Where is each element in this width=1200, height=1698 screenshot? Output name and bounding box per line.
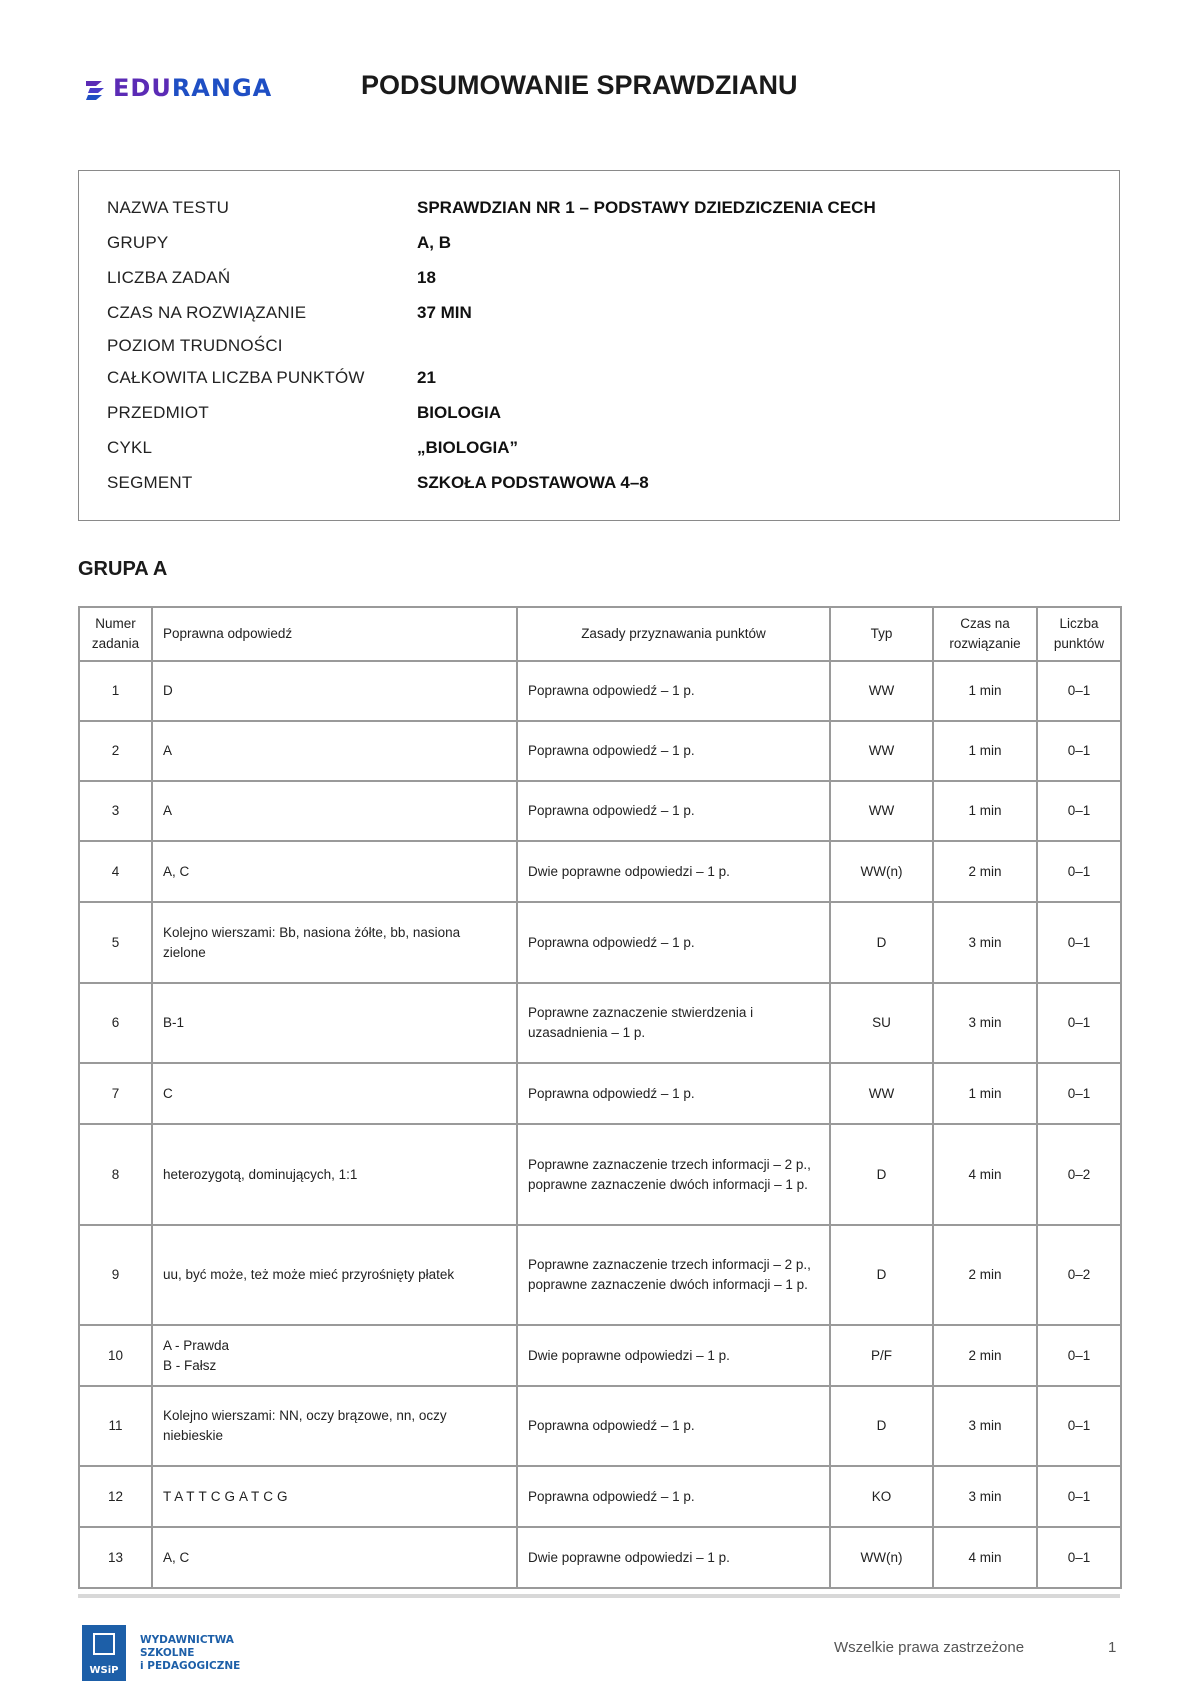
table-row: [79, 1225, 1121, 1325]
task-type: WW: [830, 1063, 933, 1124]
task-number: 2: [79, 721, 152, 781]
task-number: 6: [79, 983, 152, 1063]
scoring-rule: Poprawna odpowiedź – 1 p.: [517, 1466, 830, 1527]
task-type: P/F: [830, 1325, 933, 1386]
task-points: 0–1: [1037, 1063, 1121, 1124]
header-task-number: Numer zadania: [79, 607, 152, 661]
task-number: 8: [79, 1124, 152, 1225]
task-time: 4 min: [933, 1527, 1037, 1588]
task-number: 1: [79, 661, 152, 721]
table-row: [79, 781, 1121, 841]
task-time: 1 min: [933, 721, 1037, 781]
correct-answer: A: [152, 721, 517, 781]
table-row: [79, 1527, 1121, 1588]
task-number: 12: [79, 1466, 152, 1527]
correct-answer: A: [152, 781, 517, 841]
task-time: 2 min: [933, 1225, 1037, 1325]
table-row: [79, 721, 1121, 781]
task-points: 0–1: [1037, 721, 1121, 781]
info-label: CYKL: [107, 438, 153, 457]
header-points: Liczba punktów: [1037, 607, 1121, 661]
task-points: 0–1: [1037, 902, 1121, 983]
task-number: 7: [79, 1063, 152, 1124]
task-number: 11: [79, 1386, 152, 1466]
task-points: 0–1: [1037, 983, 1121, 1063]
correct-answer: A, C: [152, 841, 517, 902]
group-title: GRUPA A: [78, 558, 168, 580]
task-time: 2 min: [933, 1325, 1037, 1386]
task-number: 5: [79, 902, 152, 983]
scoring-rule: Poprawna odpowiedź – 1 p.: [517, 661, 830, 721]
task-points: 0–1: [1037, 841, 1121, 902]
task-number: 3: [79, 781, 152, 841]
correct-answer: heterozygotą, dominujących, 1:1: [152, 1124, 517, 1225]
copyright-notice: Wszelkie prawa zastrzeżone: [834, 1639, 1025, 1656]
task-points: 0–1: [1037, 1527, 1121, 1588]
info-value: SZKOŁA PODSTAWOWA 4–8: [417, 473, 649, 492]
task-points: 0–2: [1037, 1225, 1121, 1325]
correct-answer: D: [152, 661, 517, 721]
info-value: 18: [417, 268, 436, 287]
info-label: POZIOM TRUDNOŚCI: [107, 336, 283, 355]
info-label: CAŁKOWITA LICZBA PUNKTÓW: [107, 368, 365, 387]
info-label: SEGMENT: [107, 473, 193, 492]
task-points: 0–1: [1037, 1386, 1121, 1466]
info-label: CZAS NA ROZWIĄZANIE: [107, 303, 307, 322]
eduranga-logo: [82, 74, 272, 102]
table-row: [79, 841, 1121, 902]
info-row: [107, 431, 518, 465]
publisher-name: WYDAWNICTWA SZKOLNE i PEDAGOGICZNE: [140, 1633, 241, 1672]
task-number: 9: [79, 1225, 152, 1325]
table-row: [79, 661, 1121, 721]
page-number: 1: [1108, 1639, 1117, 1656]
info-value: A, B: [417, 233, 451, 252]
scoring-rule: Dwie poprawne odpowiedzi – 1 p.: [517, 1325, 830, 1386]
table-row: [79, 983, 1121, 1063]
task-time: 3 min: [933, 1386, 1037, 1466]
correct-answer: uu, być może, też może mieć przyrośnięty płatek: [152, 1225, 517, 1325]
task-time: 3 min: [933, 902, 1037, 983]
eduranga-logo-icon: [82, 75, 108, 101]
task-type: WW: [830, 661, 933, 721]
info-row: [107, 466, 649, 500]
task-type: KO: [830, 1466, 933, 1527]
info-row: [107, 261, 436, 295]
task-number: 4: [79, 841, 152, 902]
task-time: 1 min: [933, 781, 1037, 841]
table-row: [79, 1124, 1121, 1225]
info-label: GRUPY: [107, 233, 169, 252]
info-value: BIOLOGIA: [417, 403, 502, 422]
table-row: [79, 902, 1121, 983]
footer-divider: [78, 1594, 1120, 1598]
scoring-rule: Poprawna odpowiedź – 1 p.: [517, 902, 830, 983]
wsip-logo: [82, 1625, 240, 1681]
scoring-rule: Poprawne zaznaczenie trzech informacji – 2 p., poprawne zaznaczenie dwóch informacji – 1 p.: [517, 1225, 830, 1325]
task-type: D: [830, 1124, 933, 1225]
task-points: 0–1: [1037, 1466, 1121, 1527]
task-time: 3 min: [933, 1466, 1037, 1527]
table-row: [79, 1386, 1121, 1466]
info-row: [107, 329, 417, 363]
info-label: LICZBA ZADAŃ: [107, 268, 231, 287]
wsip-logo-icon: [82, 1625, 126, 1681]
correct-answer: Kolejno wierszami: NN, oczy brązowe, nn, oczy niebieskie: [152, 1386, 517, 1466]
answers-table: [78, 606, 1122, 1589]
header-type: Typ: [830, 607, 933, 661]
header-correct-answer: Poprawna odpowiedź: [152, 607, 517, 661]
scoring-rule: Poprawna odpowiedź – 1 p.: [517, 721, 830, 781]
logo-text-ranga: RANGA: [171, 74, 273, 102]
scoring-rule: Poprawna odpowiedź – 1 p.: [517, 1063, 830, 1124]
task-number: 10: [79, 1325, 152, 1386]
task-time: 4 min: [933, 1124, 1037, 1225]
table-row: [79, 1063, 1121, 1124]
page-header: [82, 66, 1122, 112]
table-row: [79, 1466, 1121, 1527]
document-title: PODSUMOWANIE SPRAWDZIANU: [361, 70, 798, 100]
info-value: 21: [417, 368, 436, 387]
correct-answer: C: [152, 1063, 517, 1124]
info-label: PRZEDMIOT: [107, 403, 209, 422]
task-type: WW: [830, 781, 933, 841]
scoring-rule: Dwie poprawne odpowiedzi – 1 p.: [517, 841, 830, 902]
correct-answer: Kolejno wierszami: Bb, nasiona żółte, bb, nasiona zielone: [152, 902, 517, 983]
task-points: 0–2: [1037, 1124, 1121, 1225]
task-points: 0–1: [1037, 1325, 1121, 1386]
task-type: SU: [830, 983, 933, 1063]
info-row: [107, 296, 472, 330]
info-row: [107, 226, 451, 260]
task-type: D: [830, 902, 933, 983]
info-row: [107, 396, 501, 430]
task-time: 1 min: [933, 661, 1037, 721]
scoring-rule: Poprawna odpowiedź – 1 p.: [517, 781, 830, 841]
task-type: D: [830, 1386, 933, 1466]
scoring-rule: Poprawne zaznaczenie stwierdzenia i uzasadnienia – 1 p.: [517, 983, 830, 1063]
task-time: 3 min: [933, 983, 1037, 1063]
test-info-box: [78, 170, 1120, 521]
table-header-row: [79, 607, 1121, 661]
logo-text-edu: EDU: [113, 74, 172, 102]
task-time: 2 min: [933, 841, 1037, 902]
info-row: [107, 361, 436, 395]
info-label: NAZWA TESTU: [107, 198, 230, 217]
scoring-rule: Poprawna odpowiedź – 1 p.: [517, 1386, 830, 1466]
correct-answer: A - Prawda B - Fałsz: [152, 1325, 517, 1386]
table-row: [79, 1325, 1121, 1386]
info-value: SPRAWDZIAN NR 1 – PODSTAWY DZIEDZICZENIA CECH: [417, 198, 876, 217]
wsip-abbr: WSiP: [89, 1665, 119, 1676]
task-time: 1 min: [933, 1063, 1037, 1124]
task-type: WW(n): [830, 841, 933, 902]
correct-answer: A, C: [152, 1527, 517, 1588]
header-time: Czas na rozwiązanie: [933, 607, 1037, 661]
task-type: WW: [830, 721, 933, 781]
scoring-rule: Poprawne zaznaczenie trzech informacji – 2 p., poprawne zaznaczenie dwóch informacji – 1 p.: [517, 1124, 830, 1225]
task-number: 13: [79, 1527, 152, 1588]
task-type: D: [830, 1225, 933, 1325]
info-value: „BIOLOGIA”: [417, 438, 519, 457]
header-scoring-rules: Zasady przyznawania punktów: [517, 607, 830, 661]
info-value: 37 MIN: [417, 303, 472, 322]
correct-answer: B-1: [152, 983, 517, 1063]
task-points: 0–1: [1037, 661, 1121, 721]
info-row: [107, 191, 876, 225]
task-type: WW(n): [830, 1527, 933, 1588]
task-points: 0–1: [1037, 781, 1121, 841]
correct-answer: TATTCGATCG: [152, 1466, 517, 1527]
scoring-rule: Dwie poprawne odpowiedzi – 1 p.: [517, 1527, 830, 1588]
